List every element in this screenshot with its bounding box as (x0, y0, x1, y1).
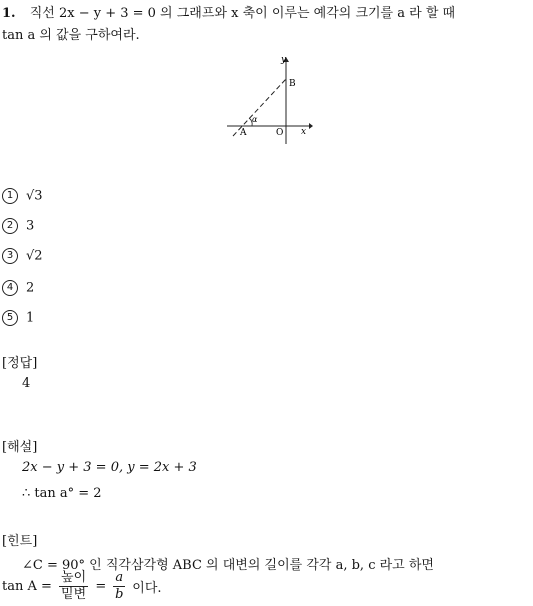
label-a: A (240, 128, 247, 138)
fraction-height-over-base (59, 570, 88, 603)
option-2[interactable] (2, 218, 34, 234)
frac-a: a (115, 570, 124, 585)
hint-line-1: ∠C = 90° 인 직각삼각형 ABC 의 대변의 길이를 각각 a, b, c 라고 하면 (22, 558, 434, 573)
option-5-text: 1 (26, 310, 35, 326)
graph-figure (225, 52, 315, 147)
hint-equals: = (95, 579, 107, 594)
option-1[interactable] (2, 188, 43, 204)
label-x: x (301, 127, 307, 137)
label-o: O (276, 128, 284, 138)
option-5[interactable] (2, 310, 34, 326)
option-3-text: √2 (26, 248, 43, 264)
solution-line-1: 2x − y + 3 = 0, y = 2x + 3 (22, 460, 197, 475)
answer-value: 4 (22, 376, 31, 391)
option-2-text: 3 (26, 218, 35, 234)
question-text-1: 직선 2x − y + 3 = 0 의 그래프와 x 축이 이루는 예각의 크기를 a 라 할 때 (29, 6, 456, 21)
frac-height: 높이 (61, 570, 87, 585)
frac-b: b (115, 587, 124, 602)
option-3[interactable] (2, 248, 43, 264)
hint-suffix: 이다. (132, 581, 162, 596)
answer-header: [정답] (2, 356, 38, 371)
option-1-text: √3 (26, 188, 43, 204)
option-1-marker: 1 (2, 188, 18, 204)
question-line-1 (2, 2, 455, 21)
question-text-2: tan a 의 값을 구하여라. (2, 28, 140, 43)
option-4[interactable] (2, 280, 34, 296)
label-b: B (289, 79, 296, 89)
option-4-marker: 4 (2, 280, 18, 296)
solution-header: [해설] (2, 440, 38, 455)
frac-base: 밑변 (61, 587, 87, 602)
label-alpha: α (252, 115, 258, 124)
hint-line-2 (2, 570, 162, 603)
question-number: 1. (2, 6, 16, 21)
option-3-marker: 3 (2, 248, 18, 264)
option-5-marker: 5 (2, 310, 18, 326)
label-y: y (281, 55, 287, 65)
hint-tan-prefix: tan A = (2, 579, 52, 594)
option-4-text: 2 (26, 280, 35, 296)
solution-line-2: ∴ tan a° = 2 (22, 486, 102, 501)
option-2-marker: 2 (2, 218, 18, 234)
x-axis-arrow (309, 123, 313, 129)
hint-header: [힌트] (2, 534, 38, 549)
fraction-a-over-b (113, 570, 125, 603)
